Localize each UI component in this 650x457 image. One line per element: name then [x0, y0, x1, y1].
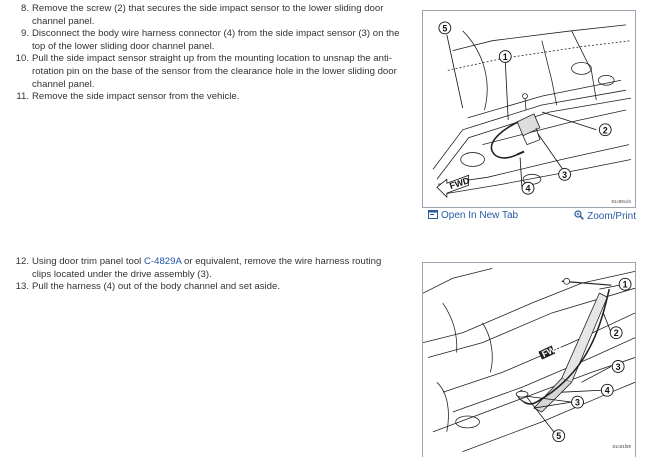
zoom-icon [574, 210, 584, 220]
svg-text:2: 2 [602, 125, 608, 136]
svg-text:4: 4 [604, 385, 610, 396]
step-text [32, 256, 381, 280]
zoom-print-label: Zoom/Print [587, 211, 636, 222]
step-number: 12. [15, 256, 29, 267]
figure-b-callouts [553, 278, 631, 441]
step-item [0, 91, 400, 104]
step-text: Disconnect the body wire harness connector (4) from the side impact sensor (3) on the top of the lower sliding door channel panel. [32, 28, 400, 52]
step-text: Pull the side impact sensor straight up from the mounting location to unsnap the anti-rotation pin on the base of the sensor from the clearance hole in the lower sliding door channel panel. [32, 53, 397, 90]
step-number: 11. [16, 91, 29, 103]
figure-actions [422, 208, 636, 224]
figure-code: 81c98cd4 [611, 199, 631, 204]
figure-code: 81c81f89 [612, 444, 631, 449]
svg-text:5: 5 [442, 23, 448, 34]
step-item [0, 281, 400, 294]
figure-a-illustration [423, 11, 635, 207]
step-text-before: Using door trim panel tool [32, 256, 144, 267]
tool-link[interactable]: C-4829A [143, 256, 182, 267]
zoom-print-link[interactable] [574, 210, 636, 222]
figure-b-illustration [423, 263, 635, 457]
step-text: Remove the side impact sensor from the vehicle. [32, 91, 240, 103]
open-new-tab-link[interactable] [428, 210, 518, 221]
svg-text:3: 3 [575, 397, 581, 408]
fwd-label: FWD [540, 341, 563, 360]
open-new-tab-label: Open In New Tab [441, 210, 519, 221]
svg-text:2: 2 [613, 328, 619, 339]
step-item [0, 53, 400, 91]
instruction-steps-first [0, 3, 400, 104]
svg-text:5: 5 [556, 431, 562, 442]
step-text: Remove the screw (2) that secures the side impact sensor to the lower sliding door channel panel. [32, 3, 384, 27]
svg-text:4: 4 [525, 183, 531, 194]
svg-text:1: 1 [502, 52, 508, 62]
step-item [0, 3, 400, 28]
forward-arrow-icon [437, 175, 471, 197]
figure-side-impact-sensor[interactable] [422, 10, 636, 208]
figure-wire-harness-clips[interactable] [422, 262, 636, 457]
fwd-label: FWD [448, 175, 471, 192]
step-text: Pull the harness (4) out of the body channel and set aside. [32, 281, 280, 293]
forward-arrow-icon [540, 341, 563, 359]
step-number: 8. [20, 3, 29, 14]
step-number: 9. [20, 28, 29, 40]
step-number: 10. [15, 53, 29, 65]
svg-text:3: 3 [562, 169, 568, 180]
step-text-after: or equivalent, remove the wire harness routing clips located under the drive assembly (3). [32, 256, 382, 280]
open-new-tab-icon [428, 210, 438, 219]
step-number: 13. [15, 281, 29, 293]
svg-text:3: 3 [615, 361, 621, 372]
instruction-steps-second [0, 256, 400, 294]
step-item [0, 256, 400, 281]
svg-text:1: 1 [622, 279, 628, 290]
step-item [0, 28, 400, 53]
